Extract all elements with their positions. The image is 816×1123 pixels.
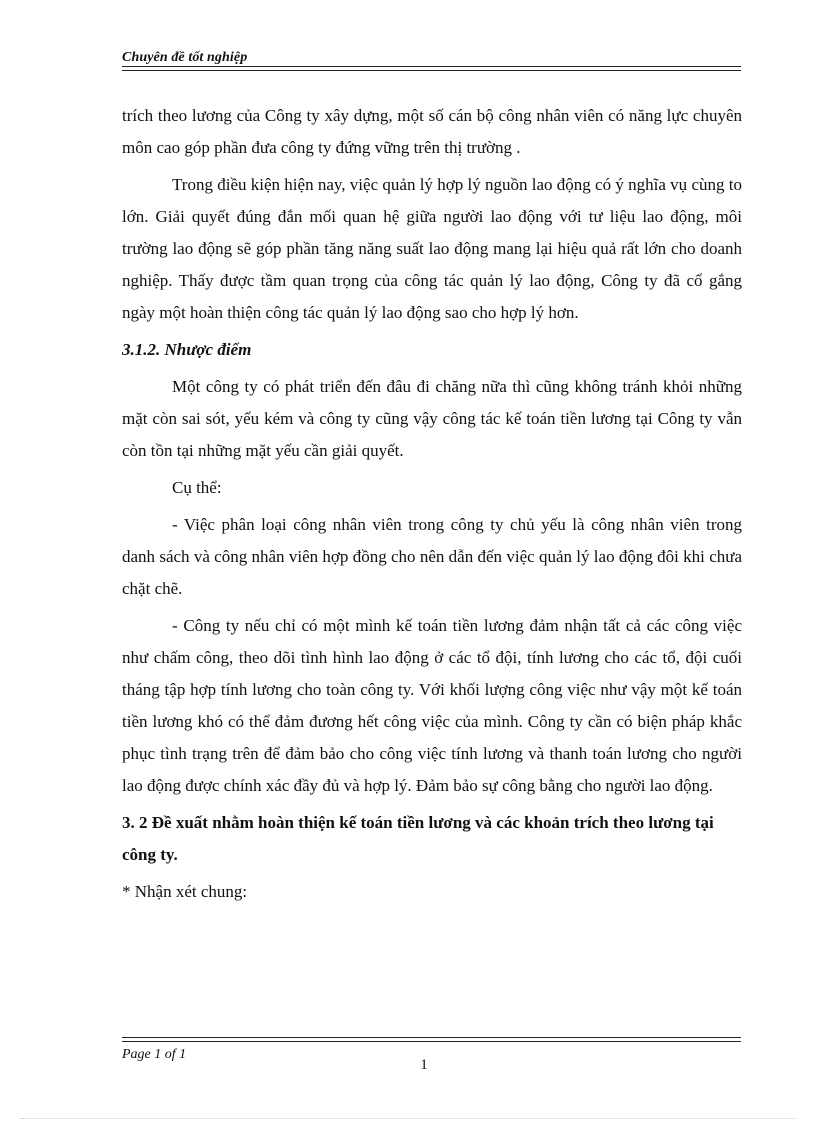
paragraph-bullet-accountant: - Công ty nếu chỉ có một mình kế toán tiền lương đảm nhận tất cả các công việc như chấm công, theo dõi tình hình lao động ở các tổ đội, tính lương cho các tổ, đội cuối tháng tập hợp tính lương cho toàn công ty. Với khối lượng công việc như vậy một kế toán tiền lương khó có thể đảm đương hết công việc của mình. Công ty cần có biện pháp khắc phục tình trạng trên để đảm bảo cho công việc tính lương và thanh toán lương cho người lao động được chính xác đầy đủ và hợp lý. Đảm bảo sự công bằng cho người lao động. xyxy=(122,616,742,795)
paragraph-general-remarks: * Nhận xét chung: xyxy=(122,882,248,901)
header-rule xyxy=(122,66,741,71)
header-title: Chuyên đề tốt nghiệp xyxy=(122,50,248,65)
paragraph-weaknesses-intro: Một công ty có phát triển đến đâu đi chăng nữa thì cũng không tránh khỏi những mặt còn sai sót, yếu kém và công ty cũng vậy công tác kế toán tiền lương tại Công ty vẫn còn tồn tại những mặt yếu cần giải quyết. xyxy=(122,377,742,460)
footer-page-label: Page 1 of 1 xyxy=(122,1047,187,1062)
paragraph-labor-management: Trong điều kiện hiện nay, việc quản lý hợp lý nguồn lao động có ý nghĩa vụ cùng to lớn. Giải quyết đúng đắn mối quan hệ giữa người lao động với tư liệu lao động, môi trường lao động sẽ góp phần tăng năng suất lao động mang lại hiệu quả rất lớn cho doanh nghiệp. Thấy được tầm quan trọng của công tác quản lý lao động, Công ty đã cố gắng ngày một hoàn thiện công tác quản lý lao động sao cho hợp lý hơn. xyxy=(122,175,742,322)
page-number: 1 xyxy=(420,1057,428,1073)
footer-rule xyxy=(122,1037,741,1042)
section-heading-proposals: 3. 2 Đề xuất nhằm hoàn thiện kế toán tiền lương và các khoản trích theo lương tại công ty. xyxy=(122,813,714,864)
section-heading-weaknesses: 3.1.2. Nhược điểm xyxy=(122,340,252,359)
paragraph-bullet-classification: - Việc phân loại công nhân viên trong công ty chủ yếu là công nhân viên trong danh sách và công nhân viên hợp đồng cho nên dẫn đến việc quản lý lao động đôi khi chưa chặt chẽ. xyxy=(122,515,742,598)
paragraph-continuation: trích theo lương của Công ty xây dựng, một số cán bộ công nhân viên có năng lực chuyên môn cao góp phần đưa công ty đứng vững trên thị trường . xyxy=(122,106,742,157)
page-edge-divider xyxy=(20,1118,796,1119)
paragraph-specifically: Cụ thể: xyxy=(172,478,222,497)
document-body xyxy=(122,100,742,908)
